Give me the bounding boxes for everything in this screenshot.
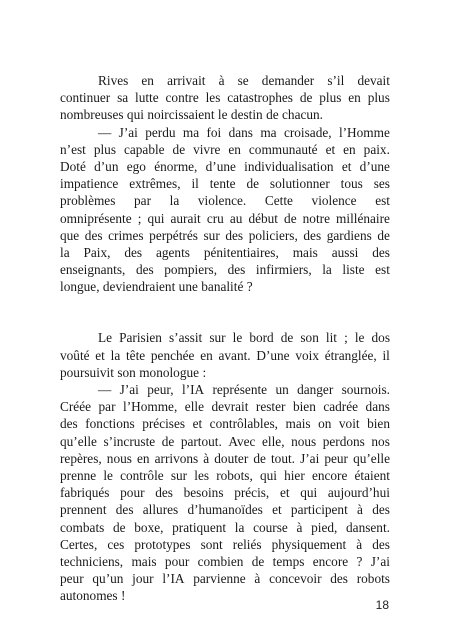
text-line: qu’elle s’incruste de partout. Avec elle, nous perdons nos: [60, 433, 390, 449]
text-line: la Paix, des agents pénitentiaires, mais aussi des: [60, 244, 390, 260]
text-line: prennent des allures d’humanoïdes et participent à des: [60, 502, 390, 518]
paragraph: [60, 329, 390, 381]
text-line: repères, nous en arrivons à douter de tout. J’ai peur qu’elle: [60, 450, 390, 466]
text-line: nombreuses qui noircissaient le destin de chacun.: [60, 107, 324, 123]
text-line: n’est plus capable de vivre en communauté et en paix.: [60, 141, 390, 157]
text-line: — J’ai perdu ma foi dans ma croisade, l’Homme: [98, 124, 390, 140]
text-line: techniciens, mais pour combien de temps encore ? J’ai: [60, 553, 390, 569]
text-line: voûté et la tête penchée en avant. D’une voix étranglée, il: [60, 347, 390, 363]
text-line: prenne le contrôle sur les robots, qui hier encore étaient: [60, 467, 390, 483]
text-line: Doté d’un ego énorme, d’une individualisation et d’une: [60, 158, 390, 174]
text-line: fabriqués pour des besoins précis, et qui aujourd’hui: [60, 485, 390, 501]
text-line: Le Parisien s’assit sur le bord de son lit ; le dos: [98, 330, 390, 346]
text-line: problèmes par la violence. Cette violence est: [60, 193, 390, 209]
text-line: impatience extrêmes, il tente de solutionner tous ses: [60, 176, 390, 192]
text-line: que des crimes perpétrés sur des policiers, des gardiens de: [60, 227, 390, 243]
text-line: Rives en arrivait à se demander s’il devait: [98, 73, 390, 88]
page-body: [60, 72, 390, 604]
text-line: peur qu’un jour l’IA parvienne à concevoir des robots: [60, 571, 390, 587]
text-line: autonomes !: [60, 588, 126, 604]
paragraph: [60, 124, 390, 296]
text-line: des fonctions précises et contrôlables, mais on voit bien: [60, 416, 390, 432]
text-line: continuer sa lutte contre les catastrophes de plus en plus: [60, 90, 390, 106]
page-number: 18: [375, 598, 389, 612]
text-line: enseignants, des pompiers, des infirmiers, la liste est: [60, 262, 390, 278]
text-line: Créée par l’Homme, elle devrait rester bien cadrée dans: [60, 399, 390, 415]
paragraph-gap: [60, 295, 390, 329]
paragraph: [60, 72, 390, 124]
text-line: Certes, ces prototypes sont reliés physiquement à des: [60, 536, 390, 552]
text-line: omniprésente ; qui aurait cru au début de notre millénaire: [60, 210, 390, 226]
text-line: — J’ai peur, l’IA représente un danger sournois.: [98, 382, 390, 397]
text-line: poursuivit son monologue :: [60, 364, 207, 380]
paragraph: [60, 381, 390, 604]
text-line: combats de boxe, pratiquent la course à pied, dansent.: [60, 519, 390, 535]
text-line: longue, deviendraient une banalité ?: [60, 279, 253, 295]
